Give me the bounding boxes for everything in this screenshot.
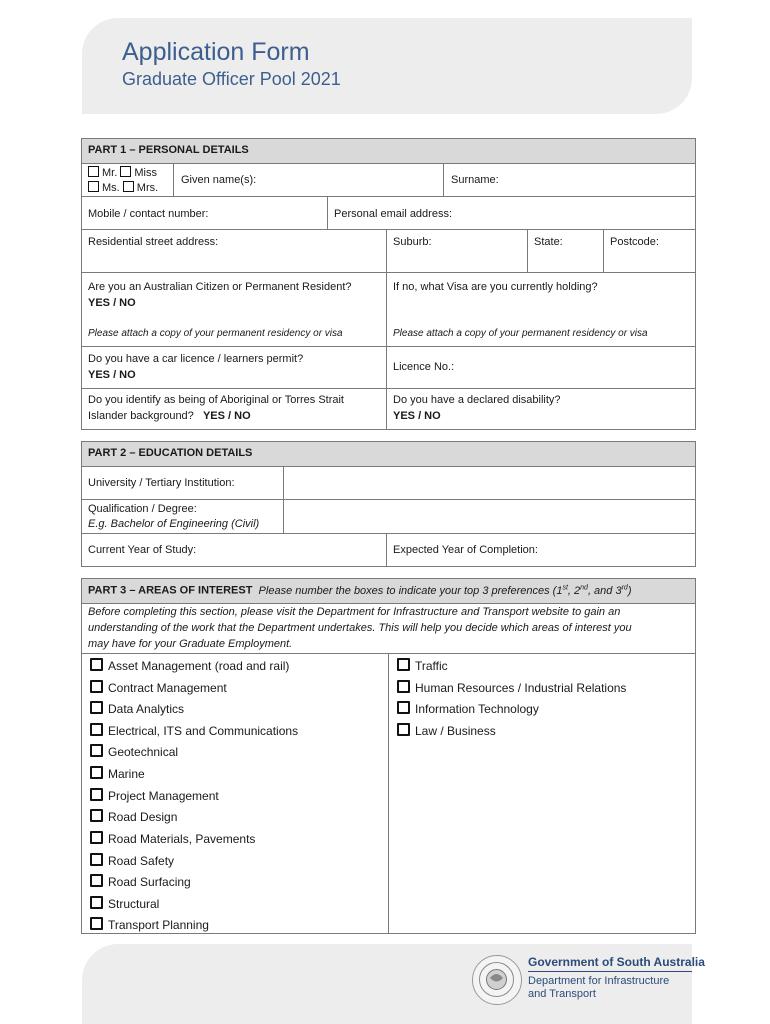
- surname-field[interactable]: [443, 164, 695, 196]
- part3-section: [81, 578, 696, 934]
- title-mr: Mr.: [102, 167, 118, 179]
- interest-item[interactable]: Information Technology: [397, 701, 539, 716]
- university-label: University / Tertiary Institution:: [88, 477, 235, 489]
- checkbox[interactable]: [90, 723, 103, 736]
- expected-year-label: Expected Year of Completion:: [393, 544, 538, 556]
- interest-item[interactable]: Road Surfacing: [90, 874, 191, 889]
- interest-item[interactable]: Law / Business: [397, 723, 496, 738]
- interest-item[interactable]: Marine: [90, 766, 145, 781]
- checkbox[interactable]: [90, 853, 103, 866]
- checkbox[interactable]: [90, 680, 103, 693]
- interest-list-row: [82, 653, 695, 933]
- title-miss: Miss: [134, 167, 157, 179]
- visa-note: Please attach a copy of your permanent residency or visa: [393, 328, 648, 339]
- university-input[interactable]: [283, 467, 695, 499]
- licence-answer[interactable]: YES / NO: [88, 369, 136, 381]
- interest-item[interactable]: Transport Planning: [90, 917, 209, 932]
- government-name: Government of South Australia: [528, 955, 705, 969]
- aboriginal-cell: [82, 389, 386, 429]
- disability-cell: [386, 389, 695, 429]
- citizen-answer[interactable]: YES / NO: [88, 297, 136, 309]
- residency-row: [82, 272, 695, 346]
- citizen-cell: [82, 273, 386, 346]
- checkbox[interactable]: [90, 658, 103, 671]
- part3-intro-1: Before completing this section, please visit the Department for Infrastructure and Transport website to gain an: [88, 606, 621, 618]
- sa-crest-logo: [472, 955, 522, 1005]
- checkbox-mrs[interactable]: [123, 181, 134, 192]
- part1-heading: PART 1 – PERSONAL DETAILS: [88, 144, 249, 156]
- interest-right-column: [388, 654, 695, 933]
- checkbox[interactable]: [90, 896, 103, 909]
- licence-no-label: Licence No.:: [393, 361, 455, 373]
- page-title: Application Form: [122, 38, 310, 66]
- postcode-field[interactable]: [603, 230, 695, 272]
- disability-answer[interactable]: YES / NO: [393, 410, 441, 422]
- licence-no-field[interactable]: [386, 347, 695, 388]
- checkbox[interactable]: [397, 680, 410, 693]
- part3-intro-row: [82, 603, 695, 653]
- part3-heading: PART 3 – AREAS OF INTEREST: [88, 584, 253, 597]
- licence-row: [82, 346, 695, 388]
- aboriginal-question-1: Do you identify as being of Aboriginal or Torres Strait: [88, 394, 344, 406]
- checkbox-miss[interactable]: [120, 166, 131, 177]
- licence-question: Do you have a car licence / learners permit?: [88, 353, 304, 365]
- citizen-question: Are you an Australian Citizen or Permanent Resident?: [88, 281, 352, 293]
- part3-heading-row: [82, 579, 695, 603]
- checkbox-ms[interactable]: [88, 181, 99, 192]
- part1-heading-row: [82, 139, 695, 163]
- given-names-label: Given name(s):: [181, 174, 257, 186]
- expected-year-field[interactable]: [386, 534, 695, 566]
- checkbox[interactable]: [90, 701, 103, 714]
- aboriginal-answer[interactable]: YES / NO: [202, 410, 251, 422]
- interest-left-column: [82, 654, 388, 933]
- part1-section: [81, 138, 696, 430]
- interest-item[interactable]: Asset Management (road and rail): [90, 658, 289, 673]
- study-year-row: [82, 533, 695, 566]
- current-year-label: Current Year of Study:: [88, 544, 197, 556]
- title-ms: Ms.: [102, 182, 120, 194]
- checkbox[interactable]: [90, 744, 103, 757]
- interest-item[interactable]: Road Materials, Pavements: [90, 831, 255, 846]
- part3-instruction: Please number the boxes to indicate your top 3 preferences (1st, 2nd, and 3rd): [258, 584, 632, 597]
- qualification-label: Qualification / Degree:: [88, 503, 197, 515]
- footer-divider: [528, 971, 692, 972]
- current-year-field[interactable]: [82, 534, 386, 566]
- part2-section: [81, 441, 696, 567]
- identity-row: [82, 388, 695, 429]
- street-field[interactable]: [82, 230, 386, 272]
- given-names-field[interactable]: [173, 164, 443, 196]
- suburb-field[interactable]: [386, 230, 527, 272]
- interest-item[interactable]: Road Design: [90, 809, 177, 824]
- qualification-row: [82, 499, 695, 533]
- checkbox[interactable]: [90, 766, 103, 779]
- checkbox[interactable]: [90, 788, 103, 801]
- checkbox[interactable]: [397, 658, 410, 671]
- street-label: Residential street address:: [88, 236, 219, 248]
- interest-item[interactable]: Road Safety: [90, 853, 174, 868]
- state-field[interactable]: [527, 230, 603, 272]
- qualification-example: E.g. Bachelor of Engineering (Civil): [88, 518, 260, 530]
- title-options: [82, 164, 173, 196]
- name-row: [82, 163, 695, 196]
- part2-heading-row: [82, 442, 695, 466]
- qualification-label-cell: [82, 500, 283, 533]
- interest-item[interactable]: Structural: [90, 896, 159, 911]
- part3-intro-2: understanding of the work that the Department undertakes. This will help you decide which areas of interest you: [88, 622, 632, 634]
- interest-item[interactable]: Geotechnical: [90, 744, 178, 759]
- checkbox[interactable]: [397, 723, 410, 736]
- checkbox[interactable]: [90, 874, 103, 887]
- part2-heading: PART 2 – EDUCATION DETAILS: [88, 447, 253, 459]
- title-mrs: Mrs.: [136, 182, 159, 194]
- checkbox[interactable]: [90, 917, 103, 930]
- visa-cell[interactable]: [386, 273, 695, 346]
- interest-item[interactable]: Project Management: [90, 788, 219, 803]
- disability-question: Do you have a declared disability?: [393, 394, 561, 406]
- interest-item[interactable]: Electrical, ITS and Communications: [90, 723, 298, 738]
- suburb-label: Suburb:: [393, 236, 432, 248]
- state-label: State:: [534, 236, 563, 248]
- checkbox[interactable]: [90, 831, 103, 844]
- department-name: Department for Infrastructure and Transport: [528, 975, 670, 1000]
- contact-row: [82, 196, 695, 229]
- interest-item[interactable]: Traffic: [397, 658, 448, 673]
- interest-item[interactable]: Data Analytics: [90, 701, 184, 716]
- checkbox[interactable]: [90, 809, 103, 822]
- licence-cell: [82, 347, 386, 388]
- university-row: [82, 466, 695, 499]
- aboriginal-question-2: Islander background?: [88, 410, 194, 422]
- checkbox[interactable]: [397, 701, 410, 714]
- surname-label: Surname:: [451, 174, 499, 186]
- part3-intro-3: may have for your Graduate Employment.: [88, 638, 293, 650]
- email-label: Personal email address:: [334, 208, 453, 220]
- address-row: [82, 229, 695, 272]
- citizen-note: Please attach a copy of your permanent residency or visa: [88, 328, 343, 339]
- postcode-label: Postcode:: [610, 236, 659, 248]
- mobile-field[interactable]: [82, 197, 327, 229]
- university-label-cell: [82, 467, 283, 499]
- mobile-label: Mobile / contact number:: [88, 208, 209, 220]
- visa-question: If no, what Visa are you currently holding?: [393, 281, 598, 293]
- interest-item[interactable]: Human Resources / Industrial Relations: [397, 680, 626, 695]
- email-field[interactable]: [327, 197, 695, 229]
- qualification-input[interactable]: [283, 500, 695, 533]
- checkbox-mr[interactable]: [88, 166, 99, 177]
- page-subtitle: Graduate Officer Pool 2021: [122, 69, 341, 89]
- interest-item[interactable]: Contract Management: [90, 680, 227, 695]
